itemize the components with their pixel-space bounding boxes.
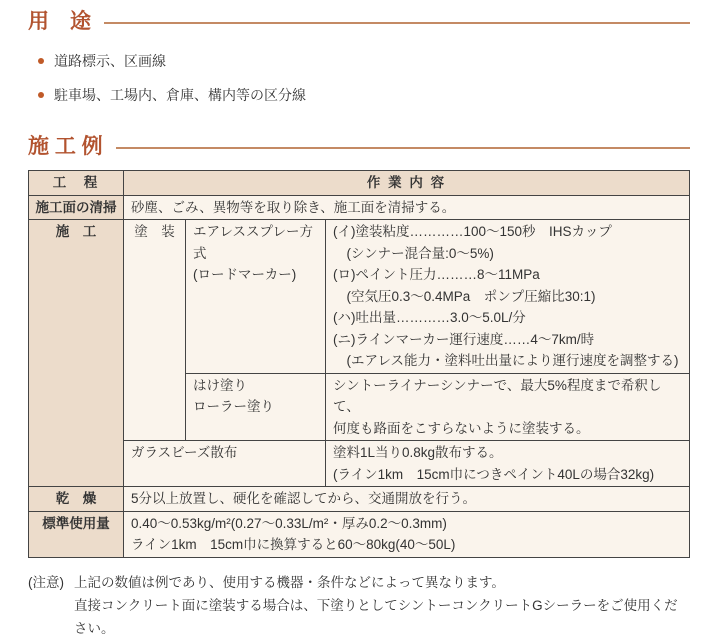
standard-usage-desc: [124, 511, 690, 557]
header-work: 作 業 内 容: [124, 171, 690, 196]
beads-label-cell: ガラスビーズ散布: [124, 441, 326, 487]
caution-line: 直接コンクリート面に塗装する場合は、下塗りとしてシントーコンクリートGシーラーをご使用ください。: [74, 597, 678, 636]
spec-line: (シンナー混合量:0〜5%): [333, 245, 494, 261]
cleaning-desc: 砂塵、ごみ、異物等を取り除き、施工面を清掃する。: [124, 195, 690, 220]
drying-desc: 5分以上放置し、硬化を確認してから、交通開放を行う。: [124, 487, 690, 512]
usage-list: [28, 51, 690, 105]
construction-label: 施 工: [29, 220, 124, 487]
brush-desc-cell: [326, 373, 690, 441]
airless-spec-cell: [326, 220, 690, 374]
spec-line: (イ)塗装粘度…………100〜150秒 IHSカップ: [333, 224, 612, 239]
coating-label: 塗 装: [124, 220, 186, 441]
spec-line: (空気圧0.3〜0.4MPa ポンプ圧縮比30:1): [333, 288, 596, 304]
caution-note: [28, 571, 690, 640]
header-process: 工 程: [29, 171, 124, 196]
spec-line: (ハ)吐出量…………3.0〜5.0L/分: [333, 310, 526, 325]
example-title: 施 工 例: [28, 135, 103, 158]
bullet-text: 駐車場、工場内、倉庫、構内等の区分線: [54, 87, 306, 103]
caution-body: [74, 571, 690, 640]
standard-usage-label: 標準使用量: [29, 511, 124, 557]
method-line: ローラー塗り: [193, 399, 274, 414]
spec-line: (ロ)ペイント圧力………8〜11MPa: [333, 267, 540, 282]
method-line: (ロードマーカー): [193, 267, 297, 282]
drying-label: 乾 燥: [29, 487, 124, 512]
process-table: [28, 170, 690, 558]
table-row-standard-usage: [29, 511, 690, 557]
heading-rule: [104, 22, 690, 24]
spec-line: (ニ)ラインマーカー運行速度……4〜7km/時: [333, 331, 595, 347]
brush-method-cell: [186, 373, 326, 441]
list-item: [38, 85, 690, 105]
example-section: [28, 133, 690, 558]
desc-line: 何度も路面をこすらないように塗装する。: [333, 420, 590, 436]
usage-title: 用 途: [28, 10, 91, 33]
method-line: はけ塗り: [193, 377, 247, 393]
caution-line: 上記の数値は例であり、使用する機器・条件などによって異なります。: [74, 574, 505, 590]
airless-method-cell: [186, 220, 326, 374]
bullet-text: 道路標示、区画線: [54, 53, 166, 69]
example-heading: [28, 133, 690, 161]
desc-line: 0.40〜0.53kg/m²(0.27〜0.33L/m²・厚み0.2〜0.3mm): [131, 515, 447, 531]
desc-line: 塗料1L当り0.8kg散布する。: [333, 445, 503, 460]
list-item: [38, 51, 690, 71]
table-row-construction-airless: [29, 220, 690, 374]
table-row-cleaning: [29, 195, 690, 220]
table-header-row: [29, 171, 690, 196]
method-line: エアレススプレー方式: [193, 224, 314, 261]
caution-label: (注意): [28, 574, 64, 590]
cleaning-label: 施工面の清掃: [29, 195, 124, 220]
desc-line: シントーライナーシンナーで、最大5%程度まで希釈して、: [333, 377, 662, 414]
table-row-construction-beads: [29, 441, 690, 487]
spec-line: (エアレス能力・塗料吐出量により運行速度を調整する): [333, 353, 679, 368]
desc-line: ライン1km 15cm巾に換算すると60〜80kg(40〜50L): [131, 537, 456, 552]
beads-desc-cell: [326, 441, 690, 487]
desc-line: (ライン1km 15cm巾につきペイント40Lの場合32kg): [333, 466, 655, 482]
usage-section: [28, 8, 690, 105]
usage-heading: [28, 8, 690, 36]
table-row-drying: [29, 487, 690, 512]
bullet-icon: [38, 58, 44, 64]
bullet-icon: [38, 92, 44, 98]
heading-rule: [116, 147, 690, 149]
